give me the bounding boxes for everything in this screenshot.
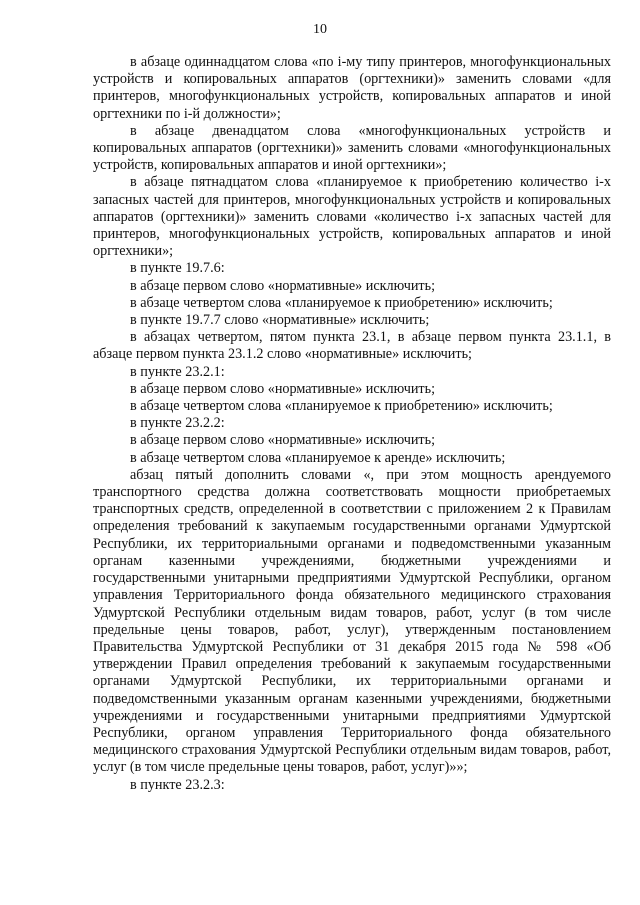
paragraph: в абзаце первом слово «нормативные» исключить;	[130, 277, 436, 294]
paragraph: в пункте 23.2.1:	[130, 363, 225, 380]
paragraph: в абзаце четвертом слова «планируемое к приобретению» исключить;	[130, 398, 553, 415]
paragraph: в пункте 23.2.2:	[130, 415, 225, 432]
paragraph: в абзаце пятнадцатом слова «планируемое к приобретению количество i-х запасных частей для принтеров, многофункциональных устройств и копировальных аппаратов (оргтехники)» заменить словами «количество i-х запасных частей для принтеров, многофункциональных устройств, копировальных аппаратов и иной оргтехники»;	[93, 174, 611, 260]
paragraph: в абзаце двенадцатом слова «многофункциональных устройств и копировальных аппаратов (оргтехники)» заменить словами «многофункциональных устройств, копировальных аппаратов и иной оргтехники»;	[93, 122, 611, 174]
paragraph: в пункте 19.7.6:	[130, 260, 225, 277]
paragraph: в абзаце четвертом слова «планируемое к приобретению» исключить;	[130, 294, 553, 311]
paragraph: абзац пятый дополнить словами «, при этом мощность арендуемого транспортного средства должна соответствовать мощности приобретаемых транспортных средств, определенной в соответствии с приложением 2 к Правилам определения требований к закупаемым государственными органами Удмуртской Республики, их территориальными органами и подведомственными указанным органам казенными учреждениями, бюджетными учреждениями и государственными унитарными предприятиями Удмуртской Республики, органом управления Территориального фонда обязательного медицинского страхования Удмуртской Республики отдельным видам товаров, работ, услуг (в том числе предельные цены товаров, работ, услуг), утвержденным постановлением Правительства Удмуртской Республики от 31 декабря 2015 года № 598 «Об утверждении Правил определения требований к закупаемым государственными органами Удмуртской Республики, их территориальными органами и подведомственными указанным органам казенными учреждениями, бюджетными учреждениями и государственными унитарными предприятиями Удмуртской Республики, органом управления Территориального фонда обязательного медицинского страхования Удмуртской Республики отдельным видам товаров, работ, услуг (в том числе предельные цены товаров, работ, услуг)»»;	[93, 466, 611, 776]
paragraph: в абзаце первом слово «нормативные» исключить;	[130, 432, 436, 449]
paragraph: в пункте 23.2.3:	[130, 776, 225, 793]
paragraph: в абзаце одиннадцатом слова «по i-му типу принтеров, многофункциональных устройств и копировальных аппаратов (оргтехники)» заменить словами «для принтеров, многофункциональных устройств, копировальных аппаратов и иной оргтехники по i-й должности»;	[93, 54, 611, 122]
paragraph: в абзацах четвертом, пятом пункта 23.1, в абзаце первом пункта 23.1.1, в абзаце первом пункта 23.1.2 слово «нормативные» исключить;	[93, 329, 611, 363]
document-body	[93, 54, 611, 794]
paragraph: в пункте 19.7.7 слово «нормативные» исключить;	[130, 312, 430, 329]
paragraph: в абзаце первом слово «нормативные» исключить;	[130, 380, 436, 397]
paragraph: в абзаце четвертом слова «планируемое к аренде» исключить;	[130, 449, 506, 466]
page-number: 10	[313, 22, 327, 37]
